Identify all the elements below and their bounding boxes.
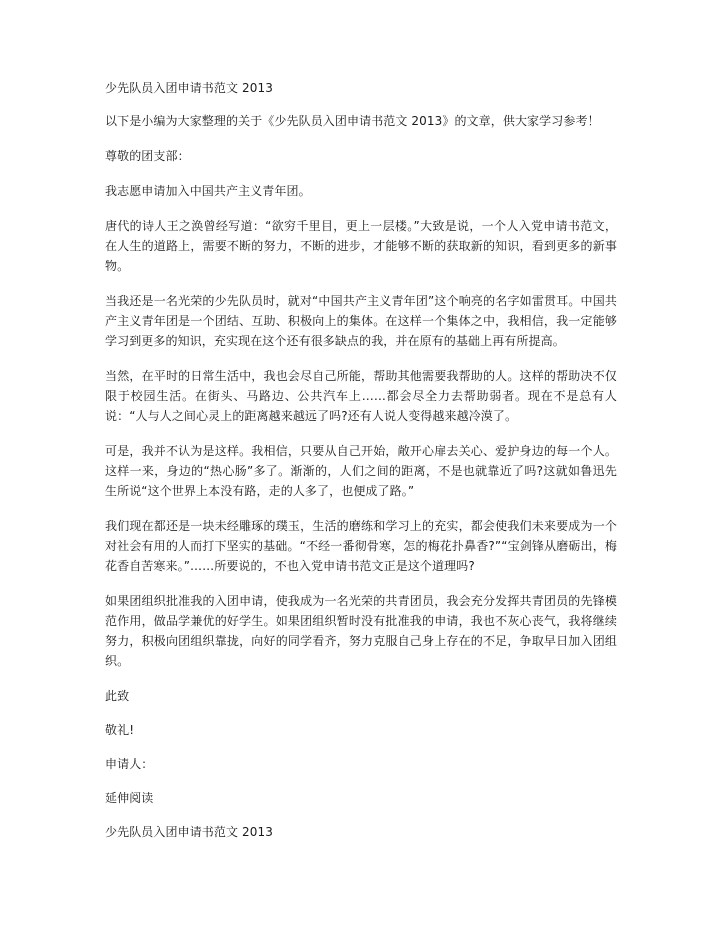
- application-statement: 我志愿申请加入中国共产主义青年团。: [105, 184, 311, 198]
- closing-salute: 敬礼!: [105, 723, 135, 737]
- body-paragraph: 可是，我并不认为是这样。我相信，只要从自己开始，敞开心扉去关心、爱护身边的每一个人。这样一来，身边的“热心肠”多了。渐渐的，人们之间的距离，不是也就靠近了吗?这就如鲁迅先生所说“这个世界上本没有路，走的人多了，也便成了路。”: [105, 444, 617, 498]
- intro-paragraph: 以下是小编为大家整理的关于《少先队员入团申请书范文 2013》的文章，供大家学习参考！: [105, 114, 600, 128]
- closing-line: 此致: [105, 689, 130, 703]
- applicant-label: 申请人：: [105, 757, 154, 771]
- salutation: 尊敬的团支部：: [105, 149, 190, 163]
- body-paragraph: 我们现在都还是一块未经雕琢的璞玉，生活的磨练和学习上的充实，都会使我们未来要成为一个对社会有用的人而打下坚实的基础。“不经一番彻骨寒，怎的梅花扑鼻香?”“宝剑锋从磨砺出，梅花香自苦寒来。”……所要说的，不也入党申请书范文正是这个道理吗?: [105, 519, 617, 573]
- body-paragraph: 当我还是一名光荣的少先队员时，就对“中国共产主义青年团”这个响亮的名字如雷贯耳。中国共产主义青年团是一个团结、互助、积极向上的集体。在这样一个集体之中，我相信，我一定能够学习到更多的知识，充实现在这个还有很多缺点的我，并在原有的基础上再有所提高。: [105, 294, 617, 348]
- further-reading-label: 延伸阅读: [105, 791, 154, 805]
- body-paragraph: 唐代的诗人王之涣曾经写道：“欲穷千里目，更上一层楼。”大致是说，一个人入党申请书范文，在人生的道路上，需要不断的努力，不断的进步，才能够不断的获取新的知识，看到更多的新事物。: [105, 219, 617, 273]
- body-paragraph: 当然，在平时的日常生活中，我也会尽自己所能，帮助其他需要我帮助的人。这样的帮助决不仅限于校园生活。在街头、马路边、公共汽车上……都会尽全力去帮助弱者。现在不是总有人说：“人与人之间心灵上的距离越来越远了吗?还有人说人变得越来越冷漠了。: [105, 369, 617, 423]
- footer-title: 少先队员入团申请书范文 2013: [105, 825, 273, 839]
- body-paragraph: 如果团组织批准我的入团申请，使我成为一名光荣的共青团员，我会充分发挥共青团员的先锋模范作用，做品学兼优的好学生。如果团组织暂时没有批准我的申请，我也不灰心丧气，我将继续努力，积极向团组织靠拢，向好的同学看齐，努力克服自己身上存在的不足，争取早日加入团组织。: [105, 594, 617, 668]
- document-title: 少先队员入团申请书范文 2013: [105, 81, 273, 95]
- document-body: [105, 78, 617, 842]
